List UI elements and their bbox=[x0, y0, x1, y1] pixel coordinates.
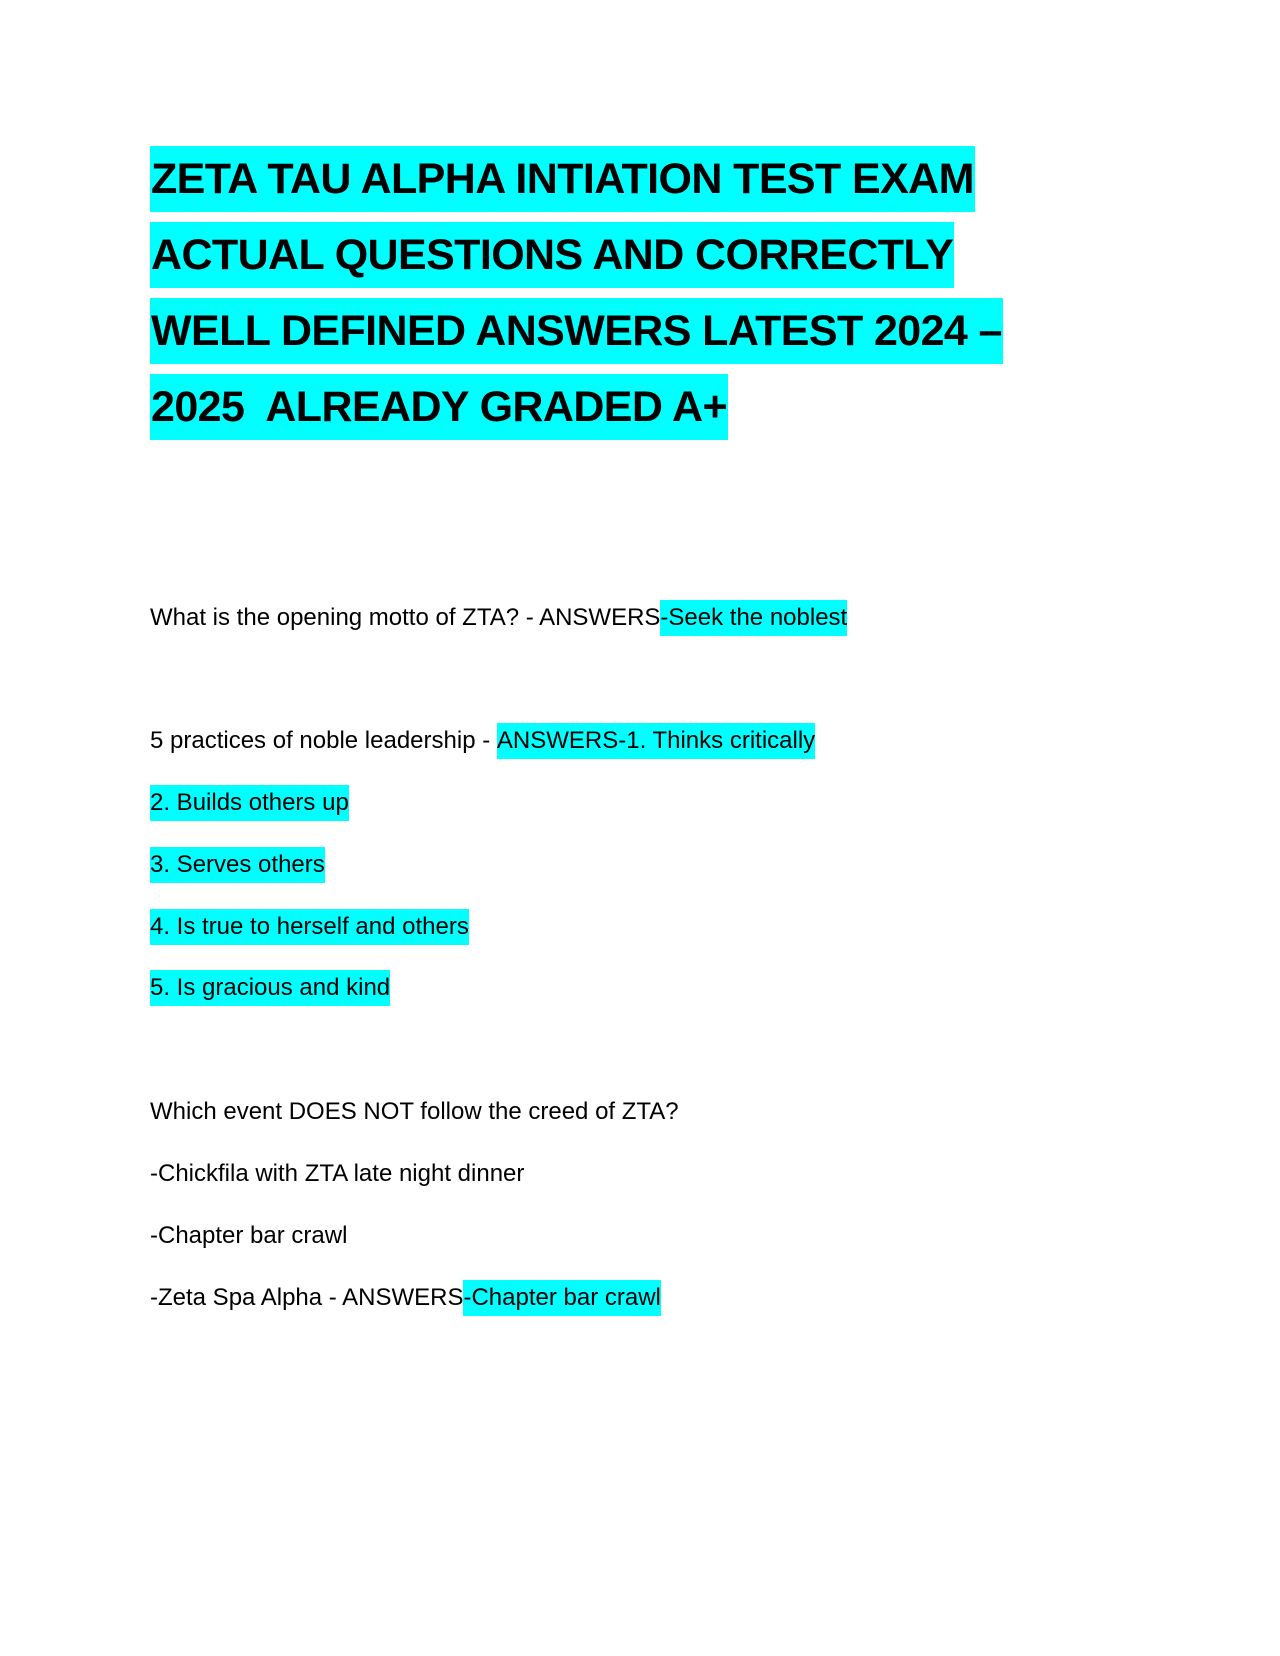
title-line bbox=[150, 374, 1150, 450]
title-line-text: 2025 ALREADY GRADED A+ bbox=[150, 374, 728, 440]
title-line-text: ACTUAL QUESTIONS AND CORRECTLY bbox=[150, 222, 954, 288]
answer-2-item bbox=[150, 847, 325, 883]
answer-2-highlight: ANSWERS-1. Thinks critically bbox=[497, 723, 815, 759]
question-2 bbox=[150, 723, 815, 759]
title-line bbox=[150, 222, 1150, 298]
answer-2-item-text: 5. Is gracious and kind bbox=[150, 970, 390, 1006]
answer-2-item bbox=[150, 970, 390, 1006]
question-3-text: Which event DOES NOT follow the creed of ZTA? bbox=[150, 1098, 679, 1125]
answer-3-highlight: -Chapter bar crawl bbox=[463, 1280, 660, 1316]
question-3 bbox=[150, 1094, 679, 1130]
question-3-option bbox=[150, 1280, 661, 1316]
document-title bbox=[150, 146, 1150, 450]
question-3-option-text: -Chapter bar crawl bbox=[150, 1222, 348, 1249]
question-1-text: What is the opening motto of ZTA? - ANSWERS bbox=[150, 604, 661, 631]
answer-1-highlight: -Seek the noblest bbox=[660, 600, 847, 636]
title-line-text: WELL DEFINED ANSWERS LATEST 2024 – bbox=[150, 298, 1003, 364]
answer-2-item-text: 2. Builds others up bbox=[150, 785, 349, 821]
answer-2-item-text: 3. Serves others bbox=[150, 847, 325, 883]
question-3-option bbox=[150, 1218, 347, 1254]
title-line-text: ZETA TAU ALPHA INTIATION TEST EXAM bbox=[150, 146, 975, 212]
answer-2-item bbox=[150, 785, 349, 821]
title-line bbox=[150, 146, 1150, 222]
answer-2-item bbox=[150, 909, 469, 945]
title-line bbox=[150, 298, 1150, 374]
question-3-option bbox=[150, 1156, 524, 1192]
question-1 bbox=[150, 600, 847, 636]
answer-2-item-text: 4. Is true to herself and others bbox=[150, 909, 469, 945]
question-3-option-text: -Zeta Spa Alpha - ANSWERS bbox=[150, 1284, 464, 1311]
question-2-text: 5 practices of noble leadership - bbox=[150, 727, 497, 754]
question-3-option-text: -Chickfila with ZTA late night dinner bbox=[150, 1160, 525, 1187]
